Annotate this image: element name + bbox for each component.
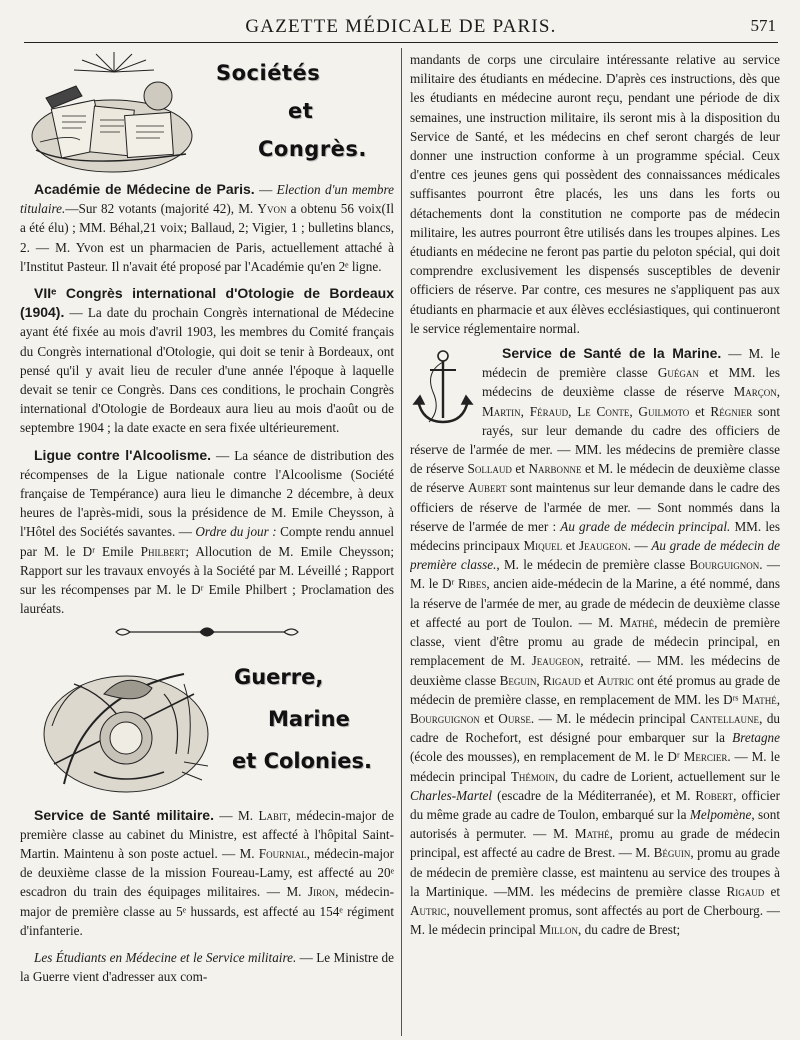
ship-bretagne: Bretagne bbox=[732, 730, 780, 746]
marine-et-2: et bbox=[515, 461, 525, 477]
marine-text-4: et M. le médecin de deuxième classe de réserve bbox=[410, 461, 780, 496]
etudiants-paragraph bbox=[20, 948, 394, 986]
name-mathe: Mathé bbox=[619, 614, 655, 630]
name-fournial: Fournial bbox=[258, 846, 307, 862]
sante-text-c: , médecin-major de deuxième classe de la mission Foureau-Lamy, est affecté au 20ᵉ escadron du train des équipages militaires. — M. bbox=[20, 846, 394, 900]
name-miquel: Miquel bbox=[523, 538, 563, 554]
marine-text-19: (escadre de la Méditerranée), et M. bbox=[497, 787, 691, 803]
etudiants-text: — Le Ministre de la Guerre vient d'adresser aux com- bbox=[20, 950, 394, 985]
column-divider bbox=[401, 48, 402, 1036]
name-jeaugeon-2: Jeaugeon bbox=[531, 653, 581, 669]
name-philbert: Philbert bbox=[140, 543, 186, 559]
sante-militaire-paragraph bbox=[20, 806, 394, 940]
marine-text-8: , M. le médecin de première classe bbox=[496, 557, 686, 573]
academie-paragraph: Académie de Médecine de Paris. — Election d'un membre titulaire.—Sur 82 votants (majorité 42), M. Yvon a obtenu 56 voix(Il a été élu) ; MM. Béhal,21 voix; Ballaud, 2; Vigier, 1 ; bulletins blancs, 2. — M. Yvon est un pharmacien de Paris, actuellement attaché à l'Institut Pasteur. Il n'avait été proposé par l'Académie qu'en 2ᵉ ligne. bbox=[20, 181, 394, 274]
marine-text-1: — M. le médecin de première classe bbox=[482, 346, 780, 381]
marine-text-11: , médecin de première classe, vient d'être promu au grade de médecin principal, en remplacement de M. bbox=[410, 614, 780, 669]
ligue-text-c: ; Allocution de M. Emile Cheysson; Rapport sur les travaux envoyés à la Société par M. Léveillé ; Rapport sur les récompenses par M. le Dʳ Emile Philbert ; Proclamation des lauréats. bbox=[20, 543, 394, 617]
sante-text-a: — M. bbox=[219, 807, 254, 823]
name-narbonne: Narbonne bbox=[528, 461, 582, 477]
academie-election: Election d'un membre titulaire. bbox=[20, 182, 394, 217]
congres-heading: VIIᵉ Congrès international d'Otologie de Bordeaux (1904). bbox=[20, 285, 394, 321]
right-column bbox=[410, 50, 780, 1034]
marine-text-17: . — M. le médecin principal bbox=[410, 749, 780, 784]
name-bourguignon: Bourguignon bbox=[689, 557, 760, 573]
name-jeaugeon: Jeaugeon bbox=[578, 538, 628, 554]
military-trophy-illustration bbox=[34, 654, 220, 802]
banner-word-societes: Sociétés bbox=[216, 61, 321, 85]
ligue-text-b: Compte rendu annuel par M. le Dʳ Emile bbox=[20, 524, 394, 559]
anchor-icon bbox=[412, 348, 474, 430]
congres-text: — La date du prochain Congrès international de Médecine ayant été fixée au mois d'avril 1903, les membres du Comité français du Congrès international d'Otologie, qui doit se tenir à Bordeaux, ont pensé qu'il y avait lieu de reculer d'une année l'époque à laquelle devait se tenir ce Congrès. Dans ces conditions, le prochain Congrès international d'Otologie de Bordeaux aura lieu au mois d'août ou de septembre 1904 ; la date exacte en sera fixée ultérieurement. bbox=[20, 305, 394, 436]
name-ourse: Ourse bbox=[498, 710, 531, 726]
guerre-banner bbox=[20, 654, 394, 806]
marine-text-10: , ancien aide-médecin de la Marine, a été nommé, dans la réserve de l'armée de mer, au grade de médecin de deuxième classe et affecté au port de Toulon. — M. bbox=[410, 576, 780, 630]
name-mathe-2: Mathé bbox=[574, 826, 610, 842]
name-labit: Labit bbox=[258, 807, 288, 823]
ligue-paragraph bbox=[20, 446, 394, 619]
names-marcon-group: Marçon, Martin, Féraud, Le Conte, Guilmoto bbox=[482, 384, 780, 419]
name-cantellaune: Cantellaune bbox=[690, 710, 760, 726]
name-jiron: Jiron bbox=[308, 884, 336, 900]
marine-dash: . — bbox=[627, 538, 648, 554]
name-guegan: Guégan bbox=[657, 365, 699, 381]
marine-text-6: MM. les médecins principaux bbox=[410, 518, 780, 554]
marine-text-14: . — M. le médecin principal bbox=[530, 710, 686, 726]
grade-premiere-classe: Au grade de médecin de première classe. bbox=[410, 538, 780, 573]
marine-text-13: ont été promus au grade de médecin de première classe, en remplacement de MM. les Dʳˢ bbox=[410, 672, 780, 707]
marine-text-20: , officier du même grade au cadre de Toulon, embarqué sur la bbox=[410, 787, 780, 822]
ligue-text-a: — La séance de distribution des récompenses de la Ligue nationale contre l'Alcoolisme (Société française de Tempérance) aura lieu le dimanche 2 décembre, à deux heures de l'après-midi, sous la présidence de M. Emile Cheysson, à l'Hôtel des Sociétés savantes. — bbox=[20, 447, 394, 540]
marine-text-12: , retraité. — MM. les médecins de deuxième classe bbox=[410, 653, 780, 688]
grade-principal: Au grade de médecin principal. bbox=[560, 518, 731, 534]
marine-et-1: et bbox=[695, 403, 705, 419]
ligue-ordre: Ordre du jour : bbox=[195, 524, 277, 540]
marine-text-15: , du cadre de Rochefort, est désigné pour embarquer sur la bbox=[410, 710, 780, 746]
marine-text-16: (école des mousses), en remplacement de M. le Dʳ bbox=[410, 749, 680, 765]
etudiants-continuation: mandants de corps une circulaire intéressante relative au service militaire des étudiants en médecine. D'après ces instructions, dès que les étudiants en médecine auront reçu, pendant une période de dix semaines, une instruction militaire, ils seront mis à la disposition du Service de Santé, et les médecins en chef seront chargés de leur donner une instruction conforme à un programme spécial. Ceux d'entre ces jeunes gens qui possèdent des connaissances médicales suffisantes pourront être placés, les uns dans les forts ou détachements dont la constitution ne comporte pas de médecin militaire, les autres pourront être utilisés dans les troupes alpines. Les étudiants en médecine ne feront pas partie du peloton spécial, qui doit comprendre exclusivement les dispensés susceptibles de devenir officiers de réserve. Par contre, ces mesures ne s'appliquent pas aux étudiants en pharmacie et aux élèves ecclésiastiques, qui continueront le service réglementaire normal. bbox=[410, 52, 780, 336]
etudiants-heading: Les Étudiants en Médecine et le Service militaire. bbox=[34, 950, 297, 966]
marine-text-18: , du cadre de Lorient, actuellement sur le bbox=[554, 768, 780, 784]
name-themoin: Thémoin bbox=[510, 768, 555, 784]
marine-text-5: sont maintenus sur leur demande dans le cadre des officiers de réserve de l'armée de mer. — Sont nommés dans la réserve de l'armée de mer : bbox=[410, 480, 780, 534]
marine-et-4: et bbox=[584, 672, 594, 688]
name-beguin: Béguin bbox=[653, 845, 691, 861]
ship-melpomene: Melpomène bbox=[689, 806, 752, 822]
congres-paragraph bbox=[20, 284, 394, 438]
ornamental-divider bbox=[20, 622, 394, 642]
ship-charles-martel: Charles-Martel bbox=[410, 787, 493, 803]
academie-text-b: a obtenu 56 voix(Il a été élu) ; MM. Béhal,21 voix; Ballaud, 2; Vigier, 1 ; bulletins blancs, 2. — M. Yvon est un pharmacien de Paris, actuellement attaché à l'Institut Pasteur. Il n'avait été proposé par l'Académie qu'en 2ᵉ ligne. bbox=[20, 201, 394, 274]
banner-word-congres: Congrès. bbox=[258, 137, 367, 161]
banner-word-colonies: et Colonies. bbox=[232, 748, 372, 773]
marine-text-24: , nouvellement promus, sont affectés au port de Cherbourg. — M. le médecin principal bbox=[410, 902, 780, 938]
marine-text-25: , du cadre de Brest; bbox=[578, 922, 681, 938]
marine-text-23: , promu au grade de médecin de première classe, est maintenu au service des troupes à la Martinique. —MM. les médecins de première classe bbox=[410, 845, 780, 899]
academie-text-a: —Sur 82 votants (majorité 42), M. bbox=[65, 201, 254, 217]
marine-heading: Service de Santé de la Marine. bbox=[502, 345, 722, 362]
marine-paragraph bbox=[410, 344, 780, 939]
name-autric: Autric bbox=[597, 672, 634, 688]
marine-text-21: , sont autorisés à permuter. — M. bbox=[410, 806, 780, 842]
page-number: 571 bbox=[750, 16, 776, 35]
marine-text-3: sont rayés, sur leur demande du cadre des officiers de réserve de l'armée de mer. — MM. les médecins de première classe de réserve bbox=[410, 403, 780, 477]
page-header bbox=[24, 10, 778, 43]
academie-heading: Académie de Médecine de Paris. bbox=[34, 181, 255, 197]
marine-text-22: , promu au grade de médecin principal, est affecté au cadre de Brest. — M. bbox=[410, 826, 780, 861]
banner-word-marine: Marine bbox=[268, 706, 350, 731]
name-ribes: Ribes bbox=[458, 576, 487, 592]
marine-text-2: et MM. les médecins de deuxième classe de réserve bbox=[482, 365, 780, 400]
names-beguin-rigaud: Beguin, Rigaud bbox=[499, 672, 581, 688]
ligue-heading: Ligue contre l'Alcoolisme. bbox=[34, 446, 212, 463]
engraving-books-illustration bbox=[26, 50, 202, 176]
societes-banner bbox=[20, 50, 394, 180]
name-yvon: Yvon bbox=[257, 201, 287, 217]
sante-text-d: , médecin-major de première classe au 5ᵉ hussards, est affecté au 154ᵉ régiment d'infanterie. bbox=[20, 884, 394, 938]
name-robert: Robert bbox=[695, 787, 734, 803]
name-aubert: Aubert bbox=[467, 480, 507, 496]
sante-text-b: , médecin-major de première classe au cabinet du Ministre, est affecté à l'hôpital Saint-Martin. Maintenu à son poste actuel. — M. bbox=[20, 807, 394, 862]
name-autric-2: Autric bbox=[410, 902, 447, 918]
sante-militaire-heading: Service de Santé militaire. bbox=[34, 806, 214, 823]
name-regnier: Régnier bbox=[710, 403, 753, 419]
name-millon: Millon bbox=[539, 922, 578, 938]
banner-word-et: et bbox=[288, 99, 314, 123]
name-rigaud: Rigaud bbox=[726, 883, 765, 899]
name-sollaud: Sollaud bbox=[467, 461, 512, 477]
marine-et-3: et bbox=[565, 538, 576, 554]
marine-et-5: et bbox=[484, 710, 494, 726]
names-mathe-bourguignon: Mathé, Bourguignon bbox=[410, 691, 780, 726]
marine-et-6: et bbox=[770, 883, 780, 899]
banner-word-guerre: Guerre, bbox=[234, 664, 324, 689]
journal-title: GAZETTE MÉDICALE DE PARIS. bbox=[245, 16, 557, 37]
marine-section bbox=[410, 344, 780, 939]
sunburst-icon bbox=[74, 52, 154, 72]
name-mercier: Mercier bbox=[683, 749, 728, 765]
marine-text-9: . — M. le Dʳ bbox=[410, 557, 780, 592]
left-column bbox=[20, 50, 394, 1034]
